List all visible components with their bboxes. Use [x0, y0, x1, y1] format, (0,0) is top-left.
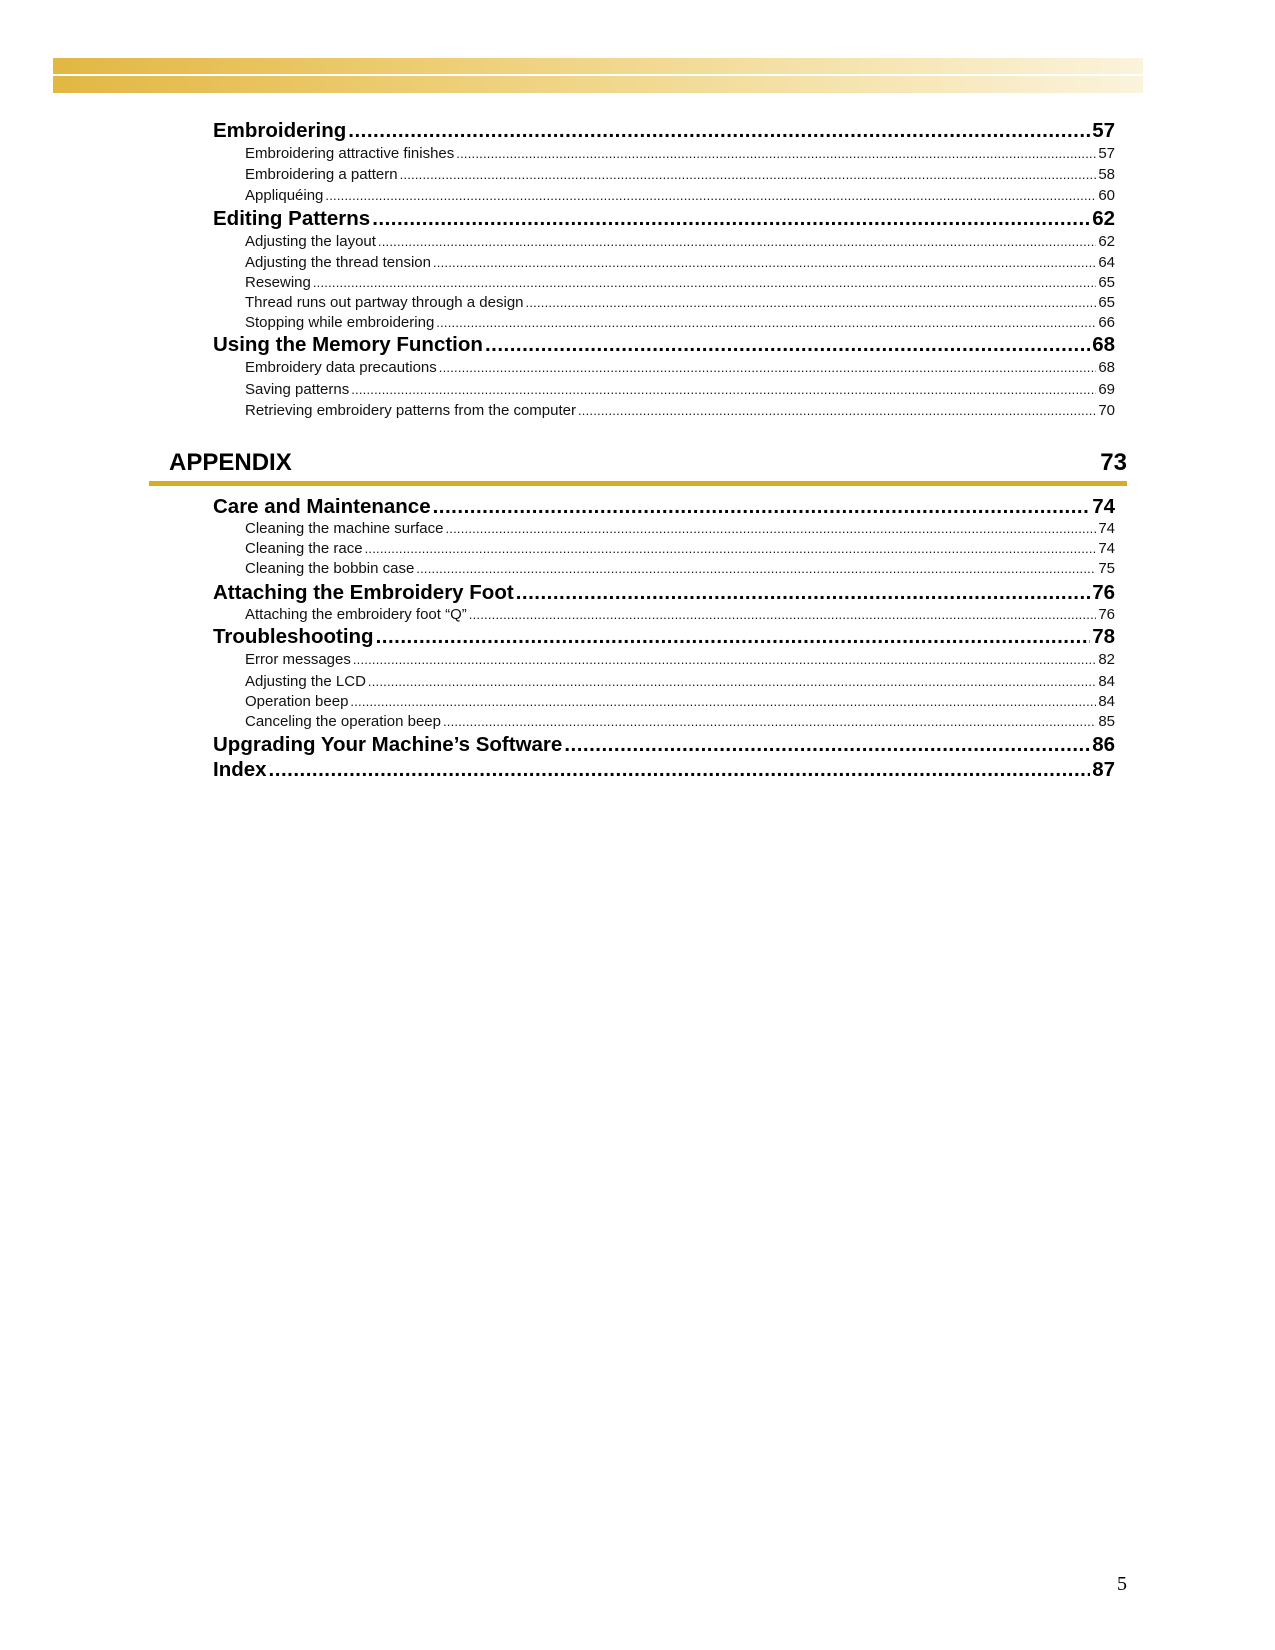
appendix-divider [149, 481, 1127, 486]
toc-section-page: 57 [1092, 119, 1115, 142]
toc-item-canceling-the-operation-beep[interactable] [245, 712, 1115, 732]
toc-section-embroidering[interactable] [213, 118, 1115, 143]
toc-item-title: Adjusting the LCD [245, 673, 366, 690]
toc-item-page: 74 [1098, 520, 1115, 537]
toc-item-title: Adjusting the layout [245, 233, 376, 250]
toc-item-page: 75 [1098, 560, 1115, 577]
toc-item-page: 60 [1098, 187, 1115, 204]
leader-dots [578, 401, 1096, 421]
toc-item-title: Cleaning the machine surface [245, 520, 444, 537]
toc-section-page: 68 [1092, 333, 1115, 356]
toc-item-page: 82 [1098, 651, 1115, 668]
toc-section-page: 78 [1092, 625, 1115, 648]
leader-dots [376, 624, 1091, 649]
toc-item-embroidering-attractive-finishes[interactable] [245, 144, 1115, 164]
toc-item-page: 62 [1098, 233, 1115, 250]
leader-dots [526, 293, 1097, 313]
leader-dots [485, 332, 1090, 357]
toc-item-appliqueing[interactable] [245, 186, 1115, 206]
leader-dots [516, 580, 1091, 605]
appendix-page-number: 73 [1100, 449, 1127, 476]
toc-item-title: Adjusting the thread tension [245, 254, 431, 271]
toc-item-page: 70 [1098, 402, 1115, 419]
toc-section-title: Using the Memory Function [213, 333, 483, 356]
leader-dots [439, 358, 1097, 378]
toc-section-title: Embroidering [213, 119, 347, 142]
toc-section-editing-patterns[interactable] [213, 206, 1115, 231]
toc-item-title: Saving patterns [245, 381, 350, 398]
toc-item-page: 57 [1098, 145, 1115, 162]
toc-item-page: 68 [1098, 359, 1115, 376]
leader-dots [353, 650, 1096, 670]
toc-item-title: Attaching the embroidery foot “Q” [245, 606, 467, 623]
toc-item-title: Canceling the operation beep [245, 713, 441, 730]
toc-item-title: Stopping while embroidering [245, 314, 435, 331]
toc-item-adjusting-the-thread-tension[interactable] [245, 253, 1115, 273]
leader-dots [269, 757, 1091, 782]
toc-item-stopping-while-embroidering[interactable] [245, 313, 1115, 333]
toc-section-page: 62 [1092, 207, 1115, 230]
toc-section-page: 76 [1092, 581, 1115, 604]
toc-section-title: Index [213, 758, 267, 781]
toc-section-title: Editing Patterns [213, 207, 371, 230]
toc-item-error-messages[interactable] [245, 650, 1115, 670]
leader-dots [416, 559, 1096, 579]
toc-section-page: 87 [1092, 758, 1115, 781]
leader-dots [564, 732, 1090, 757]
toc-section-title: Care and Maintenance [213, 495, 431, 518]
leader-dots [350, 692, 1096, 712]
leader-dots [313, 273, 1096, 293]
toc-section-using-the-memory-function[interactable] [213, 332, 1115, 357]
leader-dots [436, 313, 1096, 333]
toc-section-page: 86 [1092, 733, 1115, 756]
toc-section-page: 74 [1092, 495, 1115, 518]
toc-item-title: Operation beep [245, 693, 349, 710]
toc-item-title: Appliquéing [245, 187, 324, 204]
toc-item-embroidering-a-pattern[interactable] [245, 165, 1115, 185]
toc-item-title: Retrieving embroidery patterns from the computer [245, 402, 576, 419]
toc-item-adjusting-the-lcd[interactable] [245, 672, 1115, 692]
leader-dots [351, 380, 1096, 400]
toc-item-cleaning-the-machine-surface[interactable] [245, 519, 1115, 539]
toc-item-page: 84 [1098, 673, 1115, 690]
toc-item-operation-beep[interactable] [245, 692, 1115, 712]
leader-dots [365, 539, 1097, 559]
leader-dots [433, 253, 1096, 273]
leader-dots [325, 186, 1096, 206]
toc-section-title: Upgrading Your Machine’s Software [213, 733, 563, 756]
toc-item-cleaning-the-race[interactable] [245, 539, 1115, 559]
leader-dots [456, 144, 1096, 164]
toc-item-title: Embroidery data precautions [245, 359, 437, 376]
toc-section-troubleshooting[interactable] [213, 624, 1115, 649]
toc-item-attaching-the-embroidery-foot-q[interactable] [245, 605, 1115, 625]
toc-section-title: Attaching the Embroidery Foot [213, 581, 514, 604]
toc-item-resewing[interactable] [245, 273, 1115, 293]
leader-dots [372, 206, 1090, 231]
toc-item-title: Cleaning the race [245, 540, 363, 557]
toc-item-page: 64 [1098, 254, 1115, 271]
leader-dots [445, 519, 1096, 539]
toc-item-thread-runs-out[interactable] [245, 293, 1115, 313]
toc-item-cleaning-the-bobbin-case[interactable] [245, 559, 1115, 579]
toc-item-page: 66 [1098, 314, 1115, 331]
toc-item-page: 65 [1098, 274, 1115, 291]
toc-item-page: 76 [1098, 606, 1115, 623]
toc-item-title: Cleaning the bobbin case [245, 560, 415, 577]
toc-item-retrieving-embroidery-patterns[interactable] [245, 401, 1115, 421]
toc-item-title: Error messages [245, 651, 351, 668]
toc-section-upgrading-software[interactable] [213, 732, 1115, 757]
toc-section-title: Troubleshooting [213, 625, 374, 648]
toc-item-page: 84 [1098, 693, 1115, 710]
toc-item-page: 69 [1098, 381, 1115, 398]
toc-section-index[interactable] [213, 757, 1115, 782]
leader-dots [368, 672, 1096, 692]
appendix-heading[interactable]: APPENDIX [169, 449, 292, 476]
toc-item-title: Embroidering a pattern [245, 166, 398, 183]
leader-dots [443, 712, 1096, 732]
toc-item-title: Resewing [245, 274, 311, 291]
page-number: 5 [1117, 1573, 1127, 1595]
toc-section-attaching-the-embroidery-foot[interactable] [213, 580, 1115, 605]
toc-section-care-and-maintenance[interactable] [213, 494, 1115, 519]
toc-item-page: 65 [1098, 294, 1115, 311]
toc-item-page: 74 [1098, 540, 1115, 557]
toc-item-adjusting-the-layout[interactable] [245, 232, 1115, 252]
leader-dots [433, 494, 1091, 519]
toc-item-title: Embroidering attractive finishes [245, 145, 455, 162]
toc-item-page: 58 [1098, 166, 1115, 183]
leader-dots [348, 118, 1090, 143]
toc-item-page: 85 [1098, 713, 1115, 730]
toc-item-saving-patterns[interactable] [245, 380, 1115, 400]
leader-dots [400, 165, 1097, 185]
leader-dots [469, 605, 1097, 625]
toc-item-embroidery-data-precautions[interactable] [245, 358, 1115, 378]
toc-item-title: Thread runs out partway through a design [245, 294, 524, 311]
leader-dots [378, 232, 1096, 252]
